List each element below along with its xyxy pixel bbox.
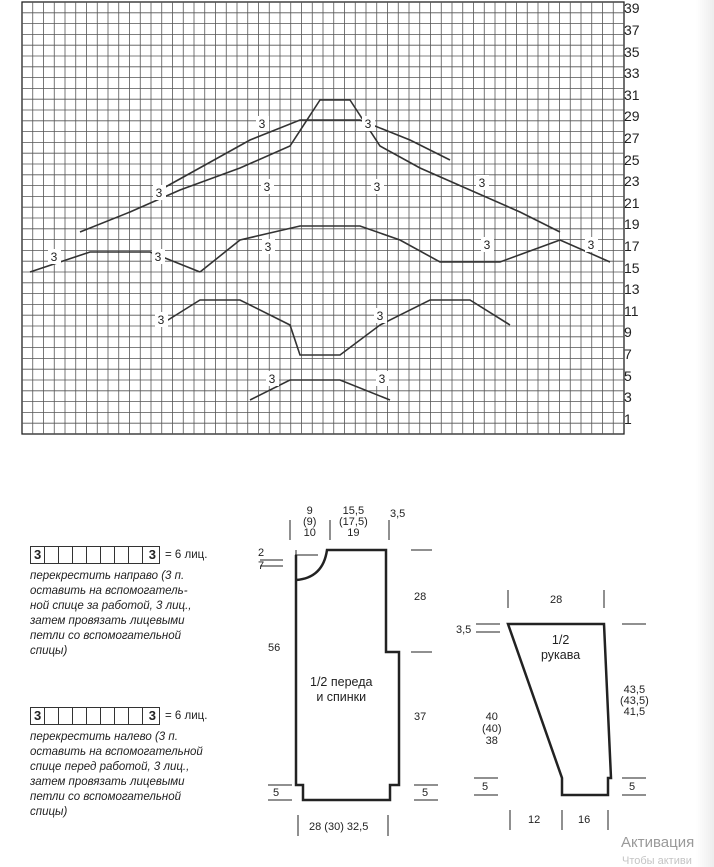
sleeve-rib-right: 5 [629, 781, 636, 793]
activation-watermark-sub: Чтобы активи [622, 855, 692, 867]
row-number: 9 [624, 324, 632, 341]
cable-cross-label: 3 [373, 180, 381, 194]
sleeve-label: 1/2 рукава [541, 633, 581, 662]
cable-cross-label: 3 [483, 238, 491, 252]
body-neck-dim: 15,5 (17,5) 19 [339, 505, 368, 539]
row-number: 39 [624, 0, 640, 17]
sleeve-rib-left: 5 [482, 781, 489, 793]
row-number: 23 [624, 173, 640, 190]
body-shoulder-dim: 9 (9) 10 [303, 505, 317, 539]
body-rib-left: 5 [273, 787, 280, 799]
symbol-num-left: 3 [34, 547, 42, 562]
row-number: 17 [624, 238, 640, 254]
legend-right-line: затем провязать лицевыми [30, 615, 185, 627]
body-side: 37 [414, 711, 427, 723]
row-number: 37 [624, 22, 640, 38]
cable-cross-label: 3 [157, 313, 165, 327]
row-number: 21 [624, 194, 640, 211]
row-number: 35 [624, 43, 640, 60]
symbol-num-left: 3 [34, 708, 42, 723]
row-number: 19 [624, 216, 640, 233]
sleeve-top-width: 28 [550, 594, 563, 606]
symbol-num-right: 3 [148, 547, 156, 562]
cable-cross-label: 3 [264, 240, 272, 254]
legend-right-line: петли со вспомогательной [30, 630, 182, 642]
row-number: 3 [624, 389, 632, 406]
legend-right-line: ной спице за работой, 3 лиц., [30, 600, 192, 612]
row-number: 13 [624, 281, 640, 298]
cable-cross-label: 3 [154, 250, 162, 264]
legend-right-line: оставить на вспомогатель- [30, 585, 188, 597]
legend-right-line: = 6 лиц. [165, 549, 208, 561]
row-number: 33 [624, 65, 640, 82]
cable-cross-label: 3 [258, 117, 266, 131]
activation-watermark: Активация [621, 834, 695, 851]
body-rib-right: 5 [422, 787, 429, 799]
row-number: 27 [624, 130, 640, 146]
body-neck-drop: 2 7 [258, 547, 265, 572]
legend-left-line: спицы) [30, 806, 68, 818]
legend-left-line: затем провязать лицевыми [30, 776, 185, 788]
symbol-num-right: 3 [148, 708, 156, 723]
legend-left-line: перекрестить налево (3 п. [30, 731, 178, 743]
sleeve-outer-height: 43,5 (43,5) 41,5 [620, 684, 649, 718]
body-total-height: 56 [268, 642, 281, 654]
cable-cross-label: 3 [587, 238, 595, 252]
cable-cross-label: 3 [155, 186, 163, 200]
sleeve-cap-drop: 3,5 [456, 624, 472, 636]
cable-cross-label: 3 [364, 117, 372, 131]
page-edge-shadow [696, 0, 714, 867]
legend-right-line: спицы) [30, 645, 68, 657]
row-number: 29 [624, 108, 640, 125]
body-neck-depth: 3,5 [390, 508, 406, 520]
legend-left-line: оставить на вспомогательной [30, 746, 203, 758]
row-number: 25 [624, 151, 640, 168]
body-armhole: 28 [414, 591, 427, 603]
row-number: 1 [624, 410, 632, 427]
sleeve-inner-height: 40 (40) 38 [482, 711, 502, 747]
cable-cross-label: 3 [478, 176, 486, 190]
cable-cross-label: 3 [268, 372, 276, 386]
sleeve-bottom-right: 16 [578, 814, 591, 826]
legend-left-line: спице перед работой, 3 лиц., [30, 761, 190, 773]
row-number: 5 [624, 367, 632, 384]
cable-cross-label: 3 [263, 180, 271, 194]
legend-left-line: = 6 лиц. [165, 710, 208, 722]
sleeve-bottom-left: 12 [528, 814, 541, 826]
legend-right-line: перекрестить направо (3 п. [30, 570, 185, 582]
row-number: 15 [624, 259, 640, 276]
body-width: 28 (30) 32,5 [309, 821, 369, 833]
cable-cross-label: 3 [50, 250, 58, 264]
row-number: 7 [624, 346, 632, 362]
legend-left-line: петли со вспомогательной [30, 791, 182, 803]
body-label: 1/2 переда и спинки [310, 675, 373, 704]
cable-cross-label: 3 [378, 372, 386, 386]
row-number: 11 [624, 302, 639, 319]
cable-cross-label: 3 [376, 309, 384, 323]
row-number: 31 [624, 86, 640, 103]
